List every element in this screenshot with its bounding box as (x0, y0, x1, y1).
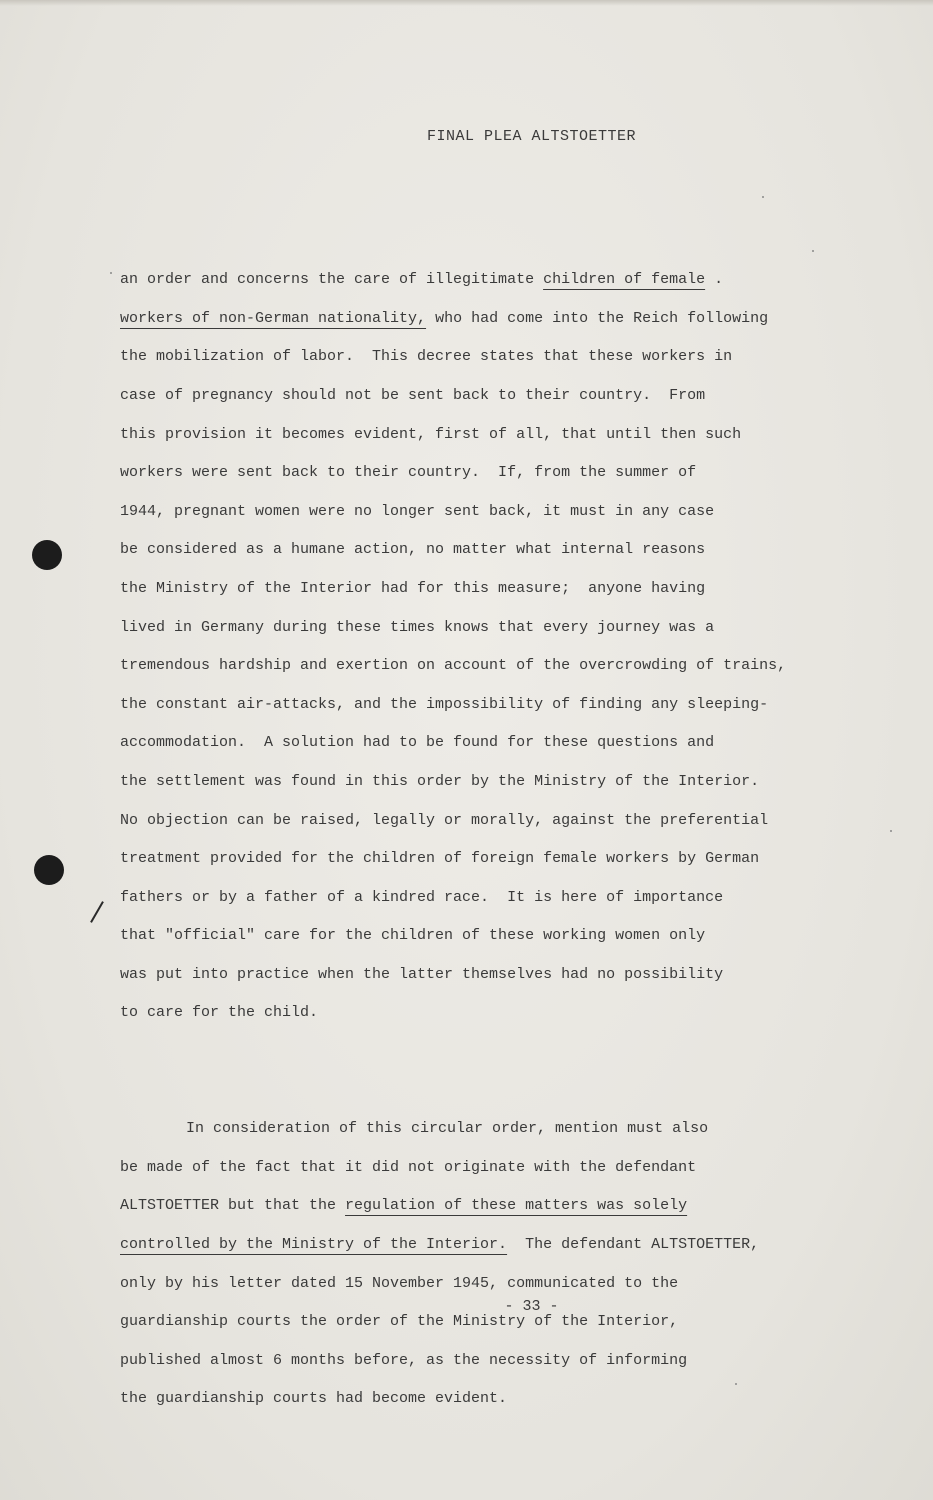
text-line (120, 338, 860, 377)
text-line (120, 994, 860, 1033)
text-segment: to care for the child. (120, 1004, 319, 1022)
underlined-text: controlled by the Ministry of the Interior. (120, 1236, 508, 1254)
page-number: - 33 - (504, 1298, 559, 1315)
text-segment: published almost 6 months before, as the necessity of informing (120, 1351, 688, 1369)
text-line (120, 917, 860, 956)
text-segment: the mobilization of labor. This decree states that these workers in (120, 348, 733, 366)
text-line (120, 1149, 860, 1188)
text-line (120, 763, 860, 802)
text-line (120, 416, 860, 455)
text-segment: . (705, 271, 724, 289)
text-line (120, 531, 860, 570)
stray-mark (890, 830, 892, 832)
text-line (120, 1380, 860, 1419)
text-line (120, 377, 860, 416)
text-segment: only by his letter dated 15 November 1945, communicated to the (120, 1274, 679, 1292)
text-line (120, 879, 860, 918)
text-line (120, 724, 860, 763)
text-line (120, 493, 860, 532)
stray-mark (812, 250, 814, 252)
text-segment: 1944, pregnant women were no longer sent back, it must in any case (120, 502, 715, 520)
text-line (120, 300, 860, 339)
text-segment: who had come into the Reich following (426, 309, 769, 327)
text-segment: case of pregnancy should not be sent back to their country. From (120, 386, 706, 404)
text-line (120, 570, 860, 609)
text-segment: be made of the fact that it did not originate with the defendant (120, 1158, 697, 1176)
text-segment: fathers or by a father of a kindred race. It is here of importance (120, 888, 724, 906)
handwritten-tick-mark (90, 901, 104, 923)
text-line (120, 1187, 860, 1226)
text-segment: tremendous hardship and exertion on account of the overcrowding of trains, (120, 657, 787, 675)
underlined-text: regulation of these matters was solely (345, 1197, 688, 1215)
text-line (120, 261, 860, 300)
text-segment: accommodation. A solution had to be found for these questions and (120, 734, 715, 752)
text-segment: treatment provided for the children of foreign female workers by German (120, 850, 760, 868)
text-line (120, 1226, 860, 1265)
text-line (120, 454, 860, 493)
paragraph-1 (120, 261, 860, 1033)
text-segment: be considered as a humane action, no matter what internal reasons (120, 541, 706, 559)
text-segment: the Ministry of the Interior had for this measure; anyone having (120, 579, 706, 597)
text-line (120, 647, 860, 686)
text-line (120, 686, 860, 725)
stray-mark (762, 196, 764, 198)
page-header: FINAL PLEA ALTSTOETTER (426, 128, 637, 145)
text-segment: was put into practice when the latter themselves had no possibility (120, 965, 724, 983)
page-top-edge (0, 0, 933, 6)
text-segment: lived in Germany during these times knows that every journey was a (120, 618, 715, 636)
text-segment: the guardianship courts had become evident. (120, 1390, 508, 1408)
text-segment: an order and concerns the care of illegitimate (120, 271, 544, 289)
text-line (120, 802, 860, 841)
paragraph-2 (120, 1110, 860, 1419)
punch-hole-top (32, 540, 62, 570)
text-segment: guardianship courts the order of the Ministry of the Interior, (120, 1313, 679, 1331)
underlined-text: children of female (543, 271, 706, 289)
text-line (120, 609, 860, 648)
text-line (120, 1342, 860, 1381)
text-line (120, 956, 860, 995)
text-line (120, 1110, 860, 1149)
text-segment: ALTSTOETTER but that the (120, 1197, 346, 1215)
punch-hole-bottom (34, 855, 64, 885)
text-segment: the settlement was found in this order by the Ministry of the Interior. (120, 772, 760, 790)
text-segment: that "official" care for the children of these working women only (120, 927, 706, 945)
text-segment: In consideration of this circular order, mention must also (186, 1120, 709, 1138)
text-segment: workers were sent back to their country. If, from the summer of (120, 464, 697, 482)
text-segment: this provision it becomes evident, first of all, that until then such (120, 425, 742, 443)
underlined-text: workers of non-German nationality, (120, 309, 427, 327)
text-line (120, 840, 860, 879)
text-segment: The defendant ALTSTOETTER, (507, 1236, 760, 1254)
text-segment: the constant air-attacks, and the impossibility of finding any sleeping- (120, 695, 769, 713)
stray-mark (110, 272, 112, 274)
text-segment: No objection can be raised, legally or morally, against the preferential (120, 811, 769, 829)
stray-mark (735, 1383, 737, 1385)
